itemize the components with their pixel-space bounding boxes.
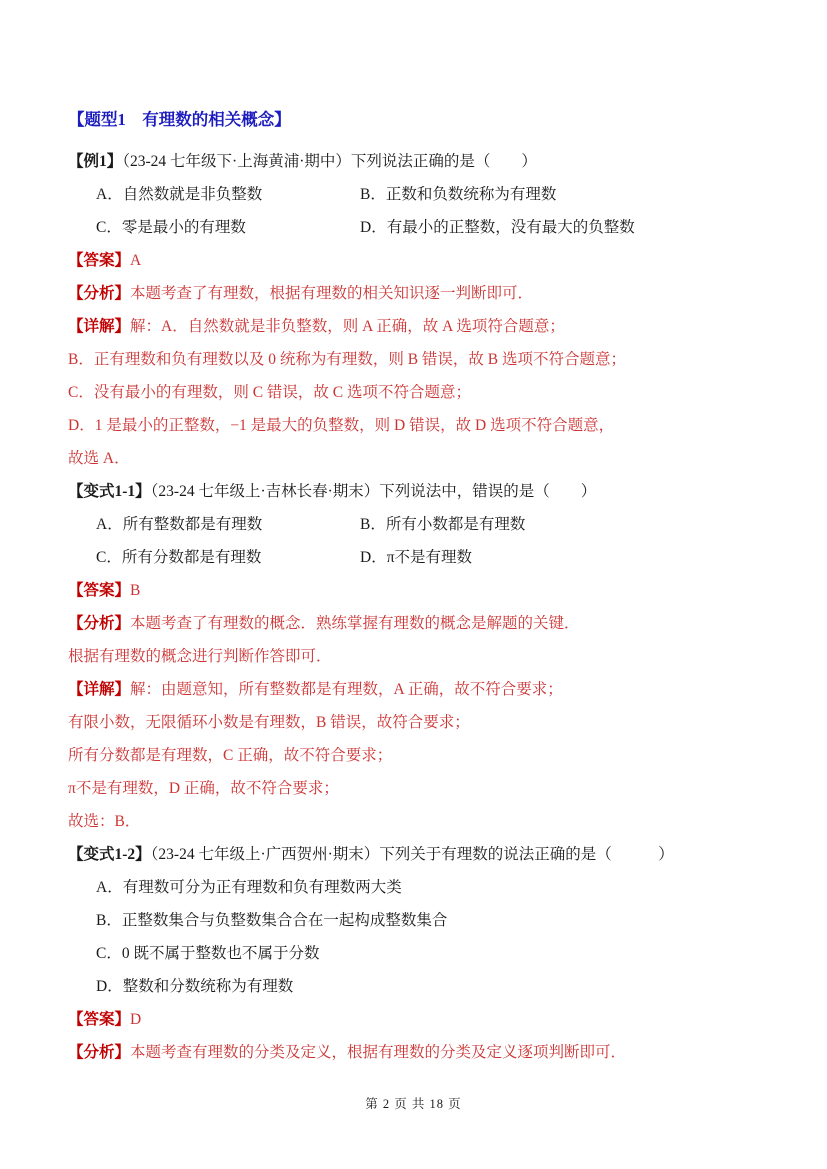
analysis-marker: 【分析】 [68,285,131,302]
analysis-marker: 【分析】 [68,1044,131,1061]
example1-detail-line1 [68,310,762,343]
variant1-1-analysis-line2: 根据有理数的概念进行判断作答即可． [68,648,332,665]
variant1-1-analysis-line1 [68,607,762,640]
variant1-1-detail-line3: 所有分数都是有理数，C 正确，故不符合要求； [68,747,393,764]
answer-marker: 【答案】 [68,582,131,599]
variant1-1-header [68,475,762,508]
example1-answer-value: A [130,252,142,269]
variant1-2-question: （23-24 七年级上·广西贺州·期末）下列关于有理数的说法正确的是（ ） [150,846,674,863]
example1-detail-text1: 解：A．自然数就是非负整数，则 A 正确，故 A 选项符合题意； [130,318,565,335]
variant1-1-detail-line4: π不是有理数，D 正确，故不符合要求； [68,780,339,797]
variant1-1-answer-value: B [130,582,141,599]
variant1-1-detail-text1: 解：由题意知，所有整数都是有理数，A 正确，故不符合要求； [130,681,563,698]
variant1-2-option-b: B．正整数集合与负整数集合合在一起构成整数集合 [96,912,448,929]
variant1-1-options-row2 [68,541,762,574]
variant1-1-option-a: A．所有整数都是有理数 [96,516,263,533]
example1-header [68,145,762,178]
variant1-2-option-d: D．整数和分数统称为有理数 [96,978,294,995]
example1-analysis-text: 本题考查了有理数，根据有理数的相关知识逐一判断即可． [130,285,534,302]
variant1-1-detail-line5: 故选：B． [68,813,141,830]
variant1-2-option-c: C．0 既不属于整数也不属于分数 [96,945,320,962]
variant1-1-option-d: D．π不是有理数 [360,549,473,566]
answer-marker: 【答案】 [68,252,131,269]
example1-label: 【例1】 [68,153,123,170]
page-footer: 第 2 页 共 18 页 [365,1097,462,1111]
variant1-2-label: 【变式1-2】 [68,846,151,863]
variant1-1-detail-line2: 有限小数，无限循环小数是有理数，B 错误，故符合要求； [68,714,470,731]
example1-options-row1 [68,178,762,211]
section-title: 【题型1 有理数的相关概念】 [68,110,291,129]
example1-detail-line5: 故选 A． [68,450,130,467]
example1-option-b: B．正数和负数统称为有理数 [360,186,557,203]
variant1-1-analysis-text1: 本题考查了有理数的概念．熟练掌握有理数的概念是解题的关键． [130,615,580,632]
example1-options-row2 [68,211,762,244]
variant1-2-answer-line [68,1003,762,1036]
detail-marker: 【详解】 [68,681,131,698]
example1-detail-line2: B．正有理数和负有理数以及 0 统称为有理数，则 B 错误，故 B 选项不符合题意； [68,351,627,368]
variant1-2-option-a: A．有理数可分为正有理数和负有理数两大类 [96,879,402,896]
example1-option-c: C．零是最小的有理数 [96,219,246,236]
example1-answer-line [68,244,762,277]
page-content [68,103,762,1069]
variant1-1-detail-line1 [68,673,762,706]
variant1-1-question: （23-24 七年级上·吉林长春·期末）下列说法中，错误的是（ ） [150,483,597,500]
answer-marker: 【答案】 [68,1011,131,1028]
variant1-1-options-row1 [68,508,762,541]
example1-analysis-line [68,277,762,310]
analysis-marker: 【分析】 [68,615,131,632]
variant1-2-analysis-text: 本题考查有理数的分类及定义，根据有理数的分类及定义逐项判断即可． [130,1044,627,1061]
example1-option-d: D．有最小的正整数，没有最大的负整数 [360,219,635,236]
variant1-1-answer-line [68,574,762,607]
variant1-2-answer-value: D [130,1011,142,1028]
variant1-1-option-c: C．所有分数都是有理数 [96,549,262,566]
example1-question: （23-24 七年级下·上海黄浦·期中）下列说法正确的是（ ） [122,153,537,170]
variant1-1-label: 【变式1-1】 [68,483,151,500]
variant1-2-analysis-line [68,1036,762,1069]
variant1-1-option-b: B．所有小数都是有理数 [360,516,526,533]
example1-detail-line3: C．没有最小的有理数，则 C 错误，故 C 选项不符合题意； [68,384,472,401]
variant1-2-header [68,838,762,871]
detail-marker: 【详解】 [68,318,131,335]
example1-option-a: A．自然数就是非负整数 [96,186,263,203]
example1-detail-line4: D．1 是最小的正整数，−1 是最大的负整数，则 D 错误，故 D 选项不符合题意， [68,417,615,434]
